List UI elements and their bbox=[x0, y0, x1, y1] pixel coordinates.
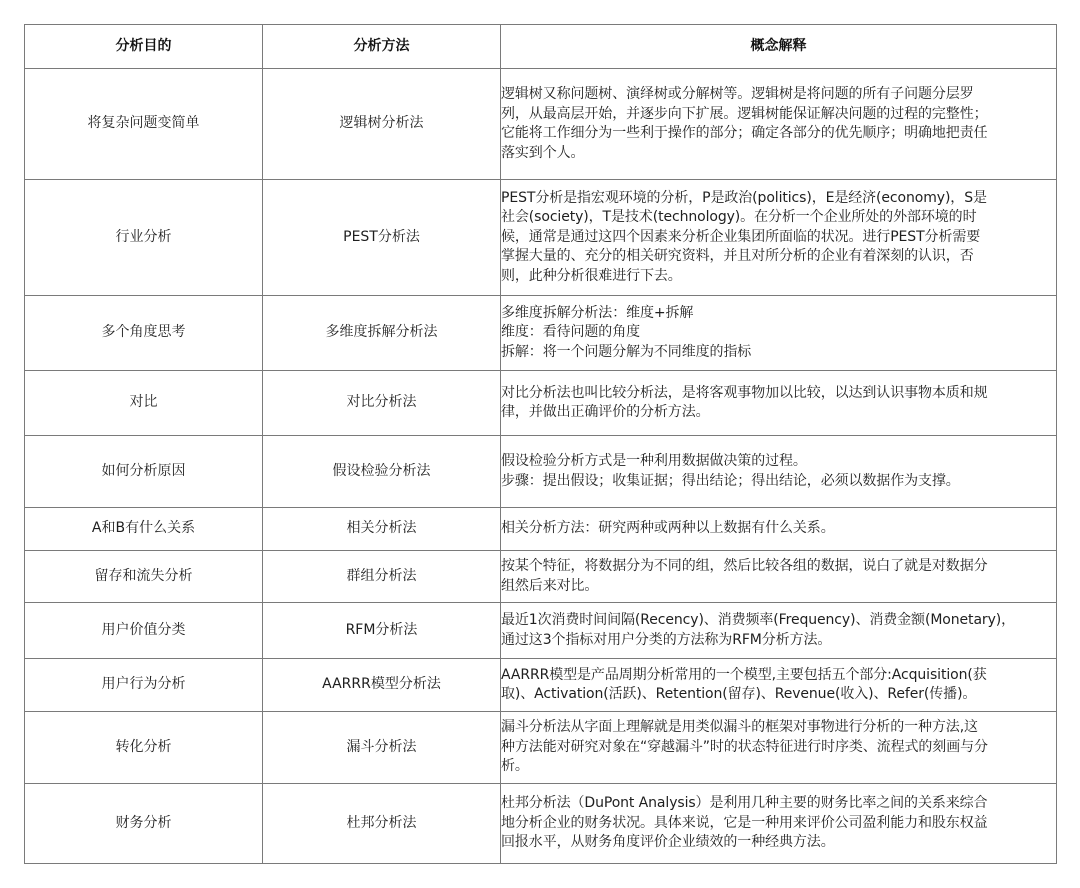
description-cell: PEST分析是指宏观环境的分析，P是政治(politics)，E是经济(economy)，S是 社会(society)，T是技术(technology)。在分析一个企业所处的外部环境的时 候，通常是通过这四个因素来分析企业集团所面临的状况。进行PEST分析需要 掌握大量的、充分的相关研究资料，并且对所分析的企业有着深刻的认识，否 则，此种分析很难进行下去。 bbox=[501, 180, 1057, 296]
header-concept: 概念解释 bbox=[501, 25, 1057, 69]
purpose-cell: 多个角度思考 bbox=[25, 296, 263, 371]
description-cell: 漏斗分析法从字面上理解就是用类似漏斗的框架对事物进行分析的一种方法,这 种方法能对研究对象在“穿越漏斗”时的状态特征进行时序类、流程式的刻画与分 析。 bbox=[501, 712, 1057, 784]
purpose-cell: 行业分析 bbox=[25, 180, 263, 296]
method-cell: 杜邦分析法 bbox=[263, 784, 501, 864]
description-cell: 多维度拆解分析法：维度+拆解 维度：看待问题的角度 拆解：将一个问题分解为不同维度的指标 bbox=[501, 296, 1057, 371]
purpose-cell: 将复杂问题变简单 bbox=[25, 69, 263, 180]
table-row bbox=[25, 508, 1057, 551]
purpose-cell: 用户行为分析 bbox=[25, 659, 263, 712]
header-method: 分析方法 bbox=[263, 25, 501, 69]
description-cell: 最近1次消费时间间隔(Recency)、消费频率(Frequency)、消费金额(Monetary)， 通过这3个指标对用户分类的方法称为RFM分析方法。 bbox=[501, 603, 1057, 659]
purpose-cell: 转化分析 bbox=[25, 712, 263, 784]
table-row bbox=[25, 659, 1057, 712]
table-row bbox=[25, 784, 1057, 864]
description-cell: AARRR模型是产品周期分析常用的一个模型,主要包括五个部分:Acquisition(获 取)、Activation(活跃)、Retention(留存)、Revenue(收入)、Refer(传播)。 bbox=[501, 659, 1057, 712]
header-purpose: 分析目的 bbox=[25, 25, 263, 69]
description-cell: 杜邦分析法（DuPont Analysis）是利用几种主要的财务比率之间的关系来综合 地分析企业的财务状况。具体来说，它是一种用来评价公司盈利能力和股东权益 回报水平，从财务角度评价企业绩效的一种经典方法。 bbox=[501, 784, 1057, 864]
description-cell: 对比分析法也叫比较分析法，是将客观事物加以比较，以达到认识事物本质和规 律，并做出正确评价的分析方法。 bbox=[501, 371, 1057, 436]
table-row bbox=[25, 296, 1057, 371]
purpose-cell: 如何分析原因 bbox=[25, 436, 263, 508]
analysis-methods-table bbox=[24, 24, 1057, 864]
purpose-cell: A和B有什么关系 bbox=[25, 508, 263, 551]
table-row bbox=[25, 551, 1057, 603]
method-cell: 群组分析法 bbox=[263, 551, 501, 603]
description-cell: 假设检验分析方式是一种利用数据做决策的过程。 步骤：提出假设；收集证据；得出结论；得出结论，必须以数据作为支撑。 bbox=[501, 436, 1057, 508]
header-row bbox=[25, 25, 1057, 69]
method-cell: AARRR模型分析法 bbox=[263, 659, 501, 712]
method-cell: 多维度拆解分析法 bbox=[263, 296, 501, 371]
purpose-cell: 对比 bbox=[25, 371, 263, 436]
table-row bbox=[25, 712, 1057, 784]
description-cell: 相关分析方法：研究两种或两种以上数据有什么关系。 bbox=[501, 508, 1057, 551]
method-cell: 对比分析法 bbox=[263, 371, 501, 436]
purpose-cell: 财务分析 bbox=[25, 784, 263, 864]
method-cell: 假设检验分析法 bbox=[263, 436, 501, 508]
table-row bbox=[25, 69, 1057, 180]
method-cell: 相关分析法 bbox=[263, 508, 501, 551]
purpose-cell: 留存和流失分析 bbox=[25, 551, 263, 603]
description-cell: 按某个特征，将数据分为不同的组，然后比较各组的数据，说白了就是对数据分 组然后来对比。 bbox=[501, 551, 1057, 603]
method-cell: RFM分析法 bbox=[263, 603, 501, 659]
table-row bbox=[25, 603, 1057, 659]
description-cell: 逻辑树又称问题树、演绎树或分解树等。逻辑树是将问题的所有子问题分层罗 列，从最高层开始，并逐步向下扩展。逻辑树能保证解决问题的过程的完整性； 它能将工作细分为一些利于操作的部分；确定各部分的优先顺序；明确地把责任 落实到个人。 bbox=[501, 69, 1057, 180]
method-cell: 逻辑树分析法 bbox=[263, 69, 501, 180]
method-cell: PEST分析法 bbox=[263, 180, 501, 296]
table-row bbox=[25, 436, 1057, 508]
method-cell: 漏斗分析法 bbox=[263, 712, 501, 784]
table-row bbox=[25, 180, 1057, 296]
table-row bbox=[25, 371, 1057, 436]
purpose-cell: 用户价值分类 bbox=[25, 603, 263, 659]
